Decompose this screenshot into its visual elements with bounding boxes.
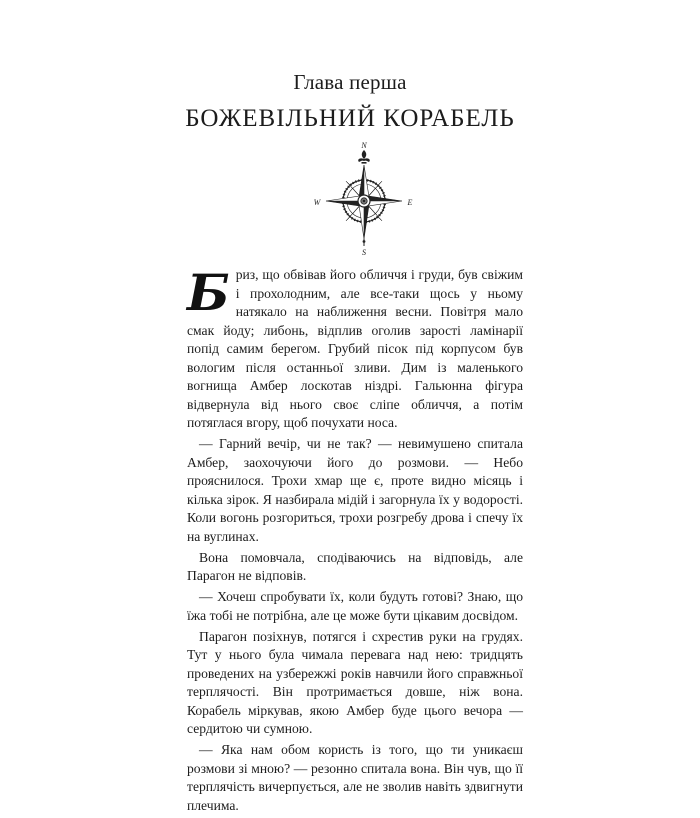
- paragraph: Вона помовчала, сподіваючись на відповідь, але Парагон не відповів.: [187, 549, 523, 583]
- drop-cap: Б: [187, 263, 230, 322]
- paragraph: — Гарний вечір, чи не так? — невимушено спитала Амбер, заохочуючи його до розмови. — Небо прояснилося. Трохи хмар ще є, проте видно місяць і кілька зірок. Я назбирала мідій і загорнула їх у водорості. Коли вогонь розгориться, трохи розгребу дрова і спечу їх на вуглинах.: [187, 436, 523, 544]
- paragraph: — Яка нам обом користь із того, що ти уникаєш розмови зі мною? — резонно спитала вона. Він чув, що її терплячість вичерпується, але не зволив навіть здвигнути плечима.: [187, 742, 523, 813]
- compass-rose-illustration: [304, 141, 424, 257]
- paragraph: [187, 263, 523, 433]
- chapter-title: БОЖЕВІЛЬНИЙ КОРАБЕЛЬ: [185, 105, 515, 132]
- compass-south-label: S: [362, 248, 366, 257]
- compass-west-label: W: [313, 198, 321, 207]
- fleur-de-lis-icon: [358, 150, 370, 164]
- compass-east-label: E: [407, 198, 413, 207]
- compass-north-label: N: [361, 141, 367, 150]
- chapter-body-text: [187, 263, 523, 818]
- paragraph-text: риз, що обвівав його обличчя і груди, був свіжим і прохолодним, але все-таки щось у ньому натякало на наближення весни. Повітря мало смак йоду; либонь, відплив оголив зарості ламінарії попід самим берегом. Грубий пісок під корпусом був вологим після останньої зливи. Дим із маленького вогнища Амбер лоскотав ніздрі. Гальюнна фігура відвернула від нього своє сліпе обличчя, а потім потяглася вгору, щоб почухати носа.: [187, 267, 523, 430]
- chapter-label: Глава перша: [293, 70, 407, 94]
- paragraph: Парагон позіхнув, потягся і схрестив руки на грудях. Тут у нього була чимала перевага над нею: тридцять проведених на узбережжі років навчили його справжньої терплячості. Він протримається довше, ніж вона. Корабель міркував, якою Амбер буде цього вечора — сердитою чи сумною.: [187, 628, 523, 736]
- paragraph: — Хочеш спробувати їх, коли будуть готові? Знаю, що їжа тобі не потрібна, але це може бути цікавим досвідом.: [187, 589, 523, 623]
